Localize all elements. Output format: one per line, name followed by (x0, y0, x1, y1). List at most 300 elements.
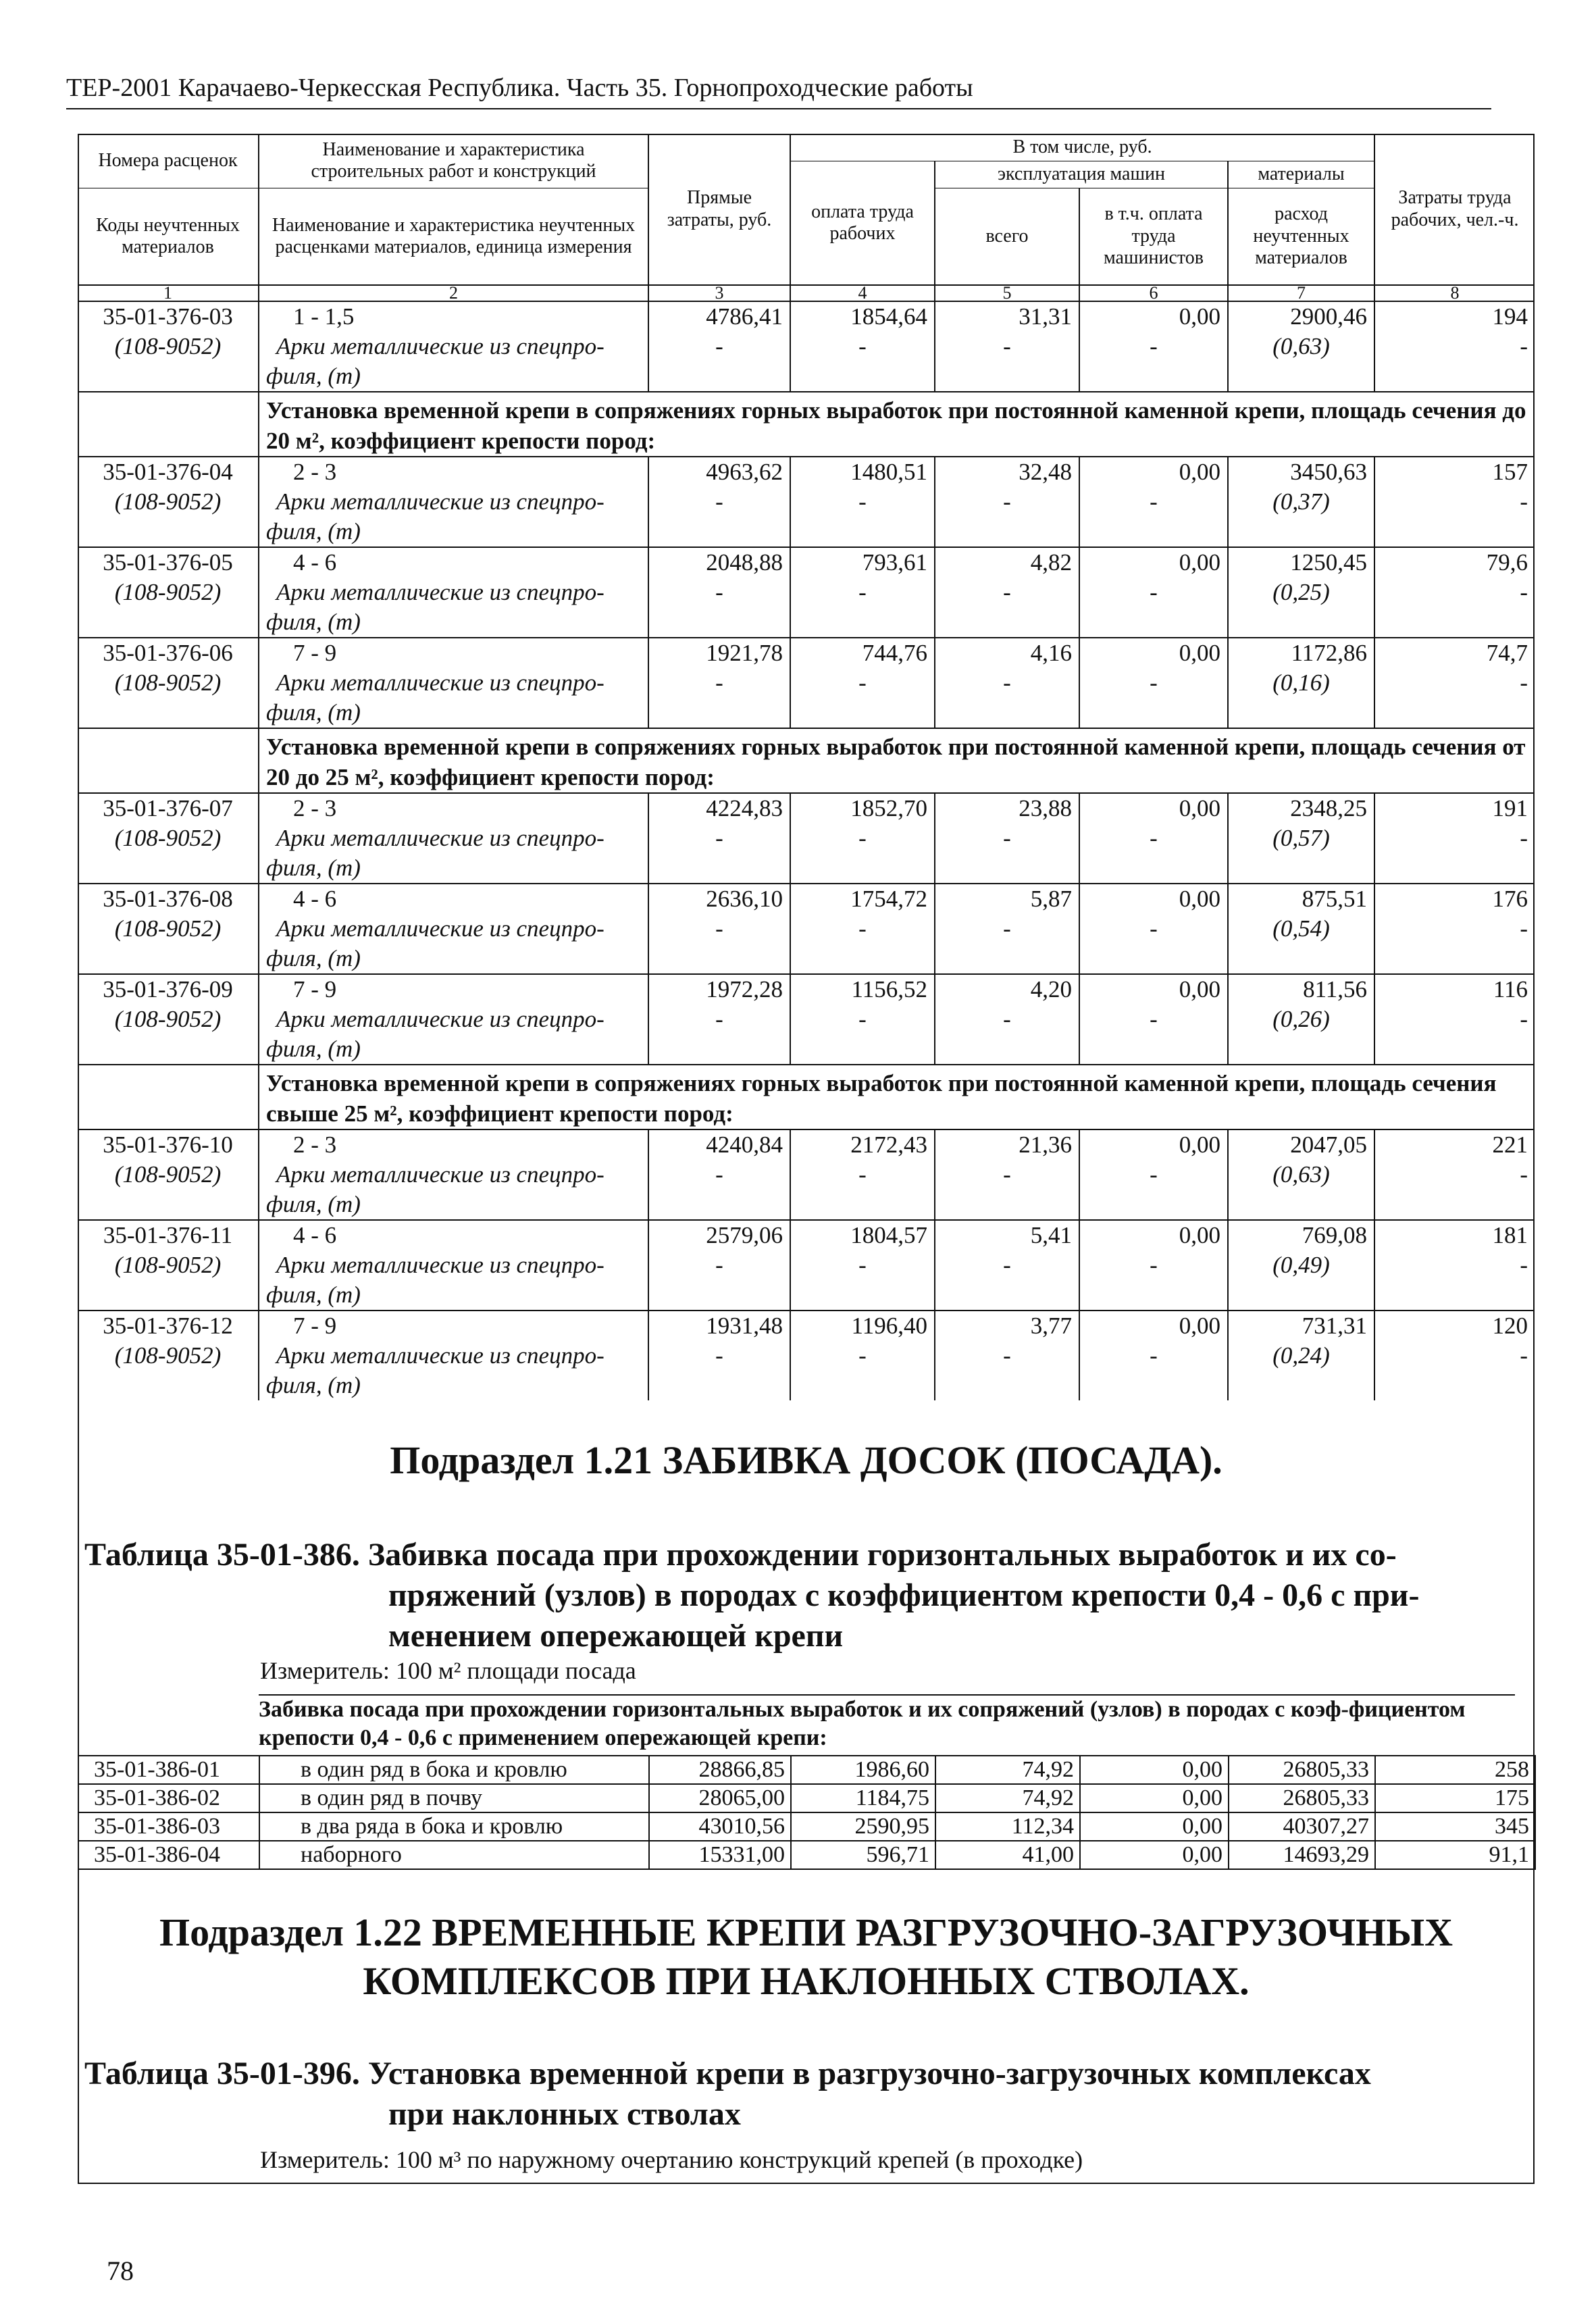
machines-total: 74,92 (935, 1756, 1080, 1784)
blank-cell (1374, 853, 1535, 884)
machinist-wages: 0,00 (1080, 1841, 1229, 1869)
rate-code: 35-01-386-03 (78, 1812, 259, 1841)
rate-code: 35-01-386-02 (78, 1784, 259, 1812)
rate-code: 35-01-376-10 (78, 1129, 259, 1160)
dash: - (648, 1341, 790, 1371)
blank-cell (78, 944, 259, 974)
col-num: 6 (1079, 285, 1228, 301)
dash: - (648, 914, 790, 944)
table-386-title-line: менением опережающей крепи (388, 1618, 844, 1654)
col-head-material-name: Наименование и характеристика неучтенных расценками материалов, единица измерения (259, 188, 648, 285)
subsection-122-line: Подраздел 1.22 ВРЕМЕННЫЕ КРЕПИ РАЗГРУЗОЧНО-ЗАГРУЗОЧНЫХ (159, 1910, 1453, 1954)
machines-total: 112,34 (935, 1812, 1080, 1841)
dash: - (1374, 1005, 1535, 1034)
dash: - (1374, 487, 1535, 517)
dash: - (790, 823, 935, 853)
blank-cell (1079, 1034, 1228, 1065)
wages: 793,61 (790, 547, 935, 578)
blank-cell (1079, 517, 1228, 547)
machinist-wages: 0,00 (1079, 638, 1228, 668)
wages: 1156,52 (790, 974, 935, 1005)
direct-costs: 4963,62 (648, 457, 790, 487)
col-head-work-name: Наименование и характеристика строительных работ и конструкций (259, 134, 648, 188)
dash: - (648, 1250, 790, 1280)
material-code: (108-9052) (114, 1161, 222, 1188)
blank-cell (78, 1280, 259, 1311)
blank-cell (1374, 361, 1535, 392)
blank-cell (1079, 1371, 1228, 1400)
rock-hardness: 2 - 3 (259, 1129, 648, 1160)
blank-cell (790, 944, 935, 974)
material-unit: филя, (т) (259, 517, 648, 547)
rock-hardness: 7 - 9 (259, 1311, 648, 1341)
rock-hardness: 7 - 9 (259, 638, 648, 668)
blank-cell (790, 853, 935, 884)
blank-cell (1228, 361, 1374, 392)
table-row-material-unit (78, 1371, 1535, 1400)
machines-total: 4,16 (935, 638, 1079, 668)
dash: - (935, 1160, 1079, 1190)
material-code: (108-9052) (114, 333, 222, 359)
blank-cell (790, 1371, 935, 1400)
dash: - (648, 1005, 790, 1034)
page-number: 78 (107, 2256, 134, 2286)
table-386-title (84, 1535, 1516, 1656)
dash: - (790, 1341, 935, 1371)
dash: - (790, 1005, 935, 1034)
dash: - (935, 1341, 1079, 1371)
blank-cell (78, 517, 259, 547)
blank-cell (1079, 1280, 1228, 1311)
table-386-measure-label: Измеритель: 100 м² площади посада (260, 1657, 636, 1684)
direct-costs: 43010,56 (649, 1812, 791, 1841)
material-code: (108-9052) (114, 669, 222, 696)
table-row-material (78, 914, 1535, 944)
materials: 2047,05 (1228, 1129, 1374, 1160)
material-name: Арки металлические из спецпро- (259, 823, 648, 853)
material-unit: филя, (т) (259, 1371, 648, 1400)
col-head-machinist-wages: в т.ч. оплата труда машинистов (1079, 188, 1228, 285)
table-row-material (78, 1250, 1535, 1280)
rate-code: 35-01-376-08 (78, 884, 259, 914)
material-name: Арки металлические из спецпро- (259, 1250, 648, 1280)
rate-code: 35-01-376-09 (78, 974, 259, 1005)
blank-cell (790, 607, 935, 638)
machinist-wages: 0,00 (1080, 1756, 1229, 1784)
blank-cell (78, 853, 259, 884)
rates-table-376 (78, 134, 1535, 1400)
materials: 769,08 (1228, 1220, 1374, 1250)
materials: 875,51 (1228, 884, 1374, 914)
section-heading: Установка временной крепи в сопряжениях горных выработок при постоянной каменной крепи, площадь сечения от 20 до 25 м², коэффициент крепости пород: (259, 728, 1535, 793)
rock-hardness: 4 - 6 (259, 884, 648, 914)
machines-total: 21,36 (935, 1129, 1079, 1160)
material-name: Арки металлические из спецпро- (259, 332, 648, 361)
blank-cell (648, 853, 790, 884)
table-row-material-unit (78, 853, 1535, 884)
col-num: 1 (78, 285, 259, 301)
col-head-material-codes: Коды неучтенных материалов (96, 214, 240, 257)
rock-hardness: 4 - 6 (259, 1220, 648, 1250)
labor-hours: 191 (1374, 793, 1535, 823)
table-row-material (78, 1005, 1535, 1034)
wages: 1854,64 (790, 301, 935, 332)
machinist-wages: 0,00 (1079, 884, 1228, 914)
material-unit: филя, (т) (259, 361, 648, 392)
blank-cell (1079, 698, 1228, 728)
section-spacer (78, 728, 259, 793)
material-usage: (0,16) (1228, 668, 1374, 698)
blank-cell (1374, 944, 1535, 974)
blank-cell (1228, 944, 1374, 974)
dash: - (648, 668, 790, 698)
dash: - (1079, 1005, 1228, 1034)
direct-costs: 1921,78 (648, 638, 790, 668)
materials: 731,31 (1228, 1311, 1374, 1341)
direct-costs: 2636,10 (648, 884, 790, 914)
rate-code: 35-01-376-06 (78, 638, 259, 668)
dash: - (1374, 578, 1535, 607)
wages: 1184,75 (791, 1784, 935, 1812)
machines-total: 74,92 (935, 1784, 1080, 1812)
direct-costs: 4224,83 (648, 793, 790, 823)
direct-costs: 2048,88 (648, 547, 790, 578)
direct-costs: 4786,41 (648, 301, 790, 332)
blank-cell (648, 1190, 790, 1220)
blank-cell (935, 361, 1079, 392)
material-usage: (0,63) (1228, 332, 1374, 361)
blank-cell (1079, 944, 1228, 974)
machines-total: 4,82 (935, 547, 1079, 578)
rock-hardness: 2 - 3 (259, 457, 648, 487)
material-code: (108-9052) (114, 825, 222, 851)
blank-cell (790, 361, 935, 392)
material-unit: филя, (т) (259, 944, 648, 974)
table-row (78, 974, 1535, 1005)
machinist-wages: 0,00 (1079, 1220, 1228, 1250)
machinist-wages: 0,00 (1080, 1812, 1229, 1841)
direct-costs: 15331,00 (649, 1841, 791, 1869)
material-unit: филя, (т) (259, 853, 648, 884)
material-name: Арки металлические из спецпро- (259, 487, 648, 517)
blank-cell (648, 698, 790, 728)
wages: 596,71 (791, 1841, 935, 1869)
material-usage: (0,54) (1228, 914, 1374, 944)
dash: - (1079, 668, 1228, 698)
table-386-title-line: Таблица 35-01-386. Забивка посада при прохождении горизонтальных выработок и их со- (84, 1537, 1397, 1573)
materials: 26805,33 (1229, 1784, 1375, 1812)
work-name: в два ряда в бока и кровлю (259, 1812, 649, 1841)
table-row-material-unit (78, 517, 1535, 547)
machines-total: 41,00 (935, 1841, 1080, 1869)
material-name: Арки металлические из спецпро- (259, 668, 648, 698)
material-code: (108-9052) (114, 488, 222, 515)
dash: - (648, 487, 790, 517)
material-code: (108-9052) (114, 1252, 222, 1278)
material-unit: филя, (т) (259, 607, 648, 638)
table-row-material (78, 668, 1535, 698)
blank-cell (1228, 698, 1374, 728)
material-name: Арки металлические из спецпро- (259, 1341, 648, 1371)
blank-cell (935, 698, 1079, 728)
section-spacer (78, 392, 259, 457)
wages: 1804,57 (790, 1220, 935, 1250)
section-spacer (78, 1065, 259, 1129)
material-unit: филя, (т) (259, 1190, 648, 1220)
material-unit: филя, (т) (259, 1034, 648, 1065)
blank-cell (1374, 698, 1535, 728)
work-name: наборного (259, 1841, 649, 1869)
rate-code: 35-01-376-12 (78, 1311, 259, 1341)
material-unit: филя, (т) (259, 1280, 648, 1311)
dash: - (1374, 1250, 1535, 1280)
blank-cell (935, 517, 1079, 547)
wages: 1196,40 (790, 1311, 935, 1341)
machinist-wages: 0,00 (1079, 457, 1228, 487)
dash: - (790, 578, 935, 607)
material-name: Арки металлические из спецпро- (259, 1160, 648, 1190)
direct-costs: 4240,84 (648, 1129, 790, 1160)
table-row (78, 301, 1535, 332)
col-head-wages: оплата труда рабочих (790, 161, 935, 285)
wages: 744,76 (790, 638, 935, 668)
blank-cell (935, 1280, 1079, 1311)
rock-hardness: 7 - 9 (259, 974, 648, 1005)
blank-cell (648, 1034, 790, 1065)
table-row (78, 884, 1535, 914)
table-row (78, 1841, 1535, 1869)
table-row (78, 1311, 1535, 1341)
blank-cell (648, 607, 790, 638)
dash: - (1079, 1160, 1228, 1190)
material-usage: (0,57) (1228, 823, 1374, 853)
dash: - (790, 332, 935, 361)
machinist-wages: 0,00 (1079, 1311, 1228, 1341)
blank-cell (1374, 1034, 1535, 1065)
material-code: (108-9052) (114, 915, 222, 942)
machinist-wages: 0,00 (1080, 1784, 1229, 1812)
col-head-labor: Затраты труда рабочих, чел.-ч. (1374, 134, 1535, 285)
blank-cell (1228, 1280, 1374, 1311)
blank-cell (1079, 853, 1228, 884)
blank-cell (935, 944, 1079, 974)
page-header: ТЕР-2001 Карачаево-Черкесская Республика. Часть 35. Горнопроходческие работы (66, 73, 1491, 109)
labor-hours: 176 (1374, 884, 1535, 914)
blank-cell (935, 1371, 1079, 1400)
machinist-wages: 0,00 (1079, 974, 1228, 1005)
materials: 811,56 (1228, 974, 1374, 1005)
direct-costs: 1931,48 (648, 1311, 790, 1341)
rock-hardness: 1 - 1,5 (259, 301, 648, 332)
subsection-122-line: КОМПЛЕКСОВ ПРИ НАКЛОННЫХ СТВОЛАХ. (363, 1959, 1250, 2003)
machines-total: 32,48 (935, 457, 1079, 487)
blank-cell (1228, 607, 1374, 638)
table-386-title-line: пряжений (узлов) в породах с коэффициентом крепости 0,4 - 0,6 с при- (388, 1577, 1420, 1613)
blank-cell (648, 1371, 790, 1400)
blank-cell (78, 1034, 259, 1065)
col-num: 3 (648, 285, 790, 301)
labor-hours: 74,7 (1374, 638, 1535, 668)
dash: - (1079, 1250, 1228, 1280)
table-row-material (78, 1160, 1535, 1190)
material-usage: (0,37) (1228, 487, 1374, 517)
material-unit: филя, (т) (259, 698, 648, 728)
wages: 2172,43 (790, 1129, 935, 1160)
machinist-wages: 0,00 (1079, 793, 1228, 823)
table-row-material-unit (78, 607, 1535, 638)
machines-total: 31,31 (935, 301, 1079, 332)
machines-total: 5,87 (935, 884, 1079, 914)
dash: - (1374, 823, 1535, 853)
labor-hours: 221 (1374, 1129, 1535, 1160)
machines-total: 5,41 (935, 1220, 1079, 1250)
blank-cell (1374, 1190, 1535, 1220)
labor-hours: 79,6 (1374, 547, 1535, 578)
blank-cell (790, 1280, 935, 1311)
dash: - (935, 823, 1079, 853)
blank-cell (790, 698, 935, 728)
section-heading: Установка временной крепи в сопряжениях горных выработок при постоянной каменной крепи, площадь сечения свыше 25 м², коэффициент крепости пород: (259, 1065, 1535, 1129)
labor-hours: 345 (1375, 1812, 1535, 1841)
materials: 40307,27 (1229, 1812, 1375, 1841)
column-numbers-row (78, 285, 1535, 301)
blank-cell (1228, 1190, 1374, 1220)
col-num: 2 (259, 285, 648, 301)
blank-cell (78, 1371, 259, 1400)
materials: 3450,63 (1228, 457, 1374, 487)
dash: - (1079, 332, 1228, 361)
rate-code: 35-01-386-01 (78, 1756, 259, 1784)
blank-cell (1228, 517, 1374, 547)
direct-costs: 28866,85 (649, 1756, 791, 1784)
materials: 2900,46 (1228, 301, 1374, 332)
dash: - (1374, 668, 1535, 698)
rock-hardness: 4 - 6 (259, 547, 648, 578)
materials: 2348,25 (1228, 793, 1374, 823)
table-row (78, 793, 1535, 823)
section-heading: Установка временной крепи в сопряжениях горных выработок при постоянной каменной крепи, площадь сечения до 20 м², коэффициент крепости пород: (259, 392, 1535, 457)
material-usage: (0,49) (1228, 1250, 1374, 1280)
table-row (78, 547, 1535, 578)
blank-cell (935, 607, 1079, 638)
blank-cell (935, 1190, 1079, 1220)
table-row (78, 1756, 1535, 1784)
blank-cell (1374, 1280, 1535, 1311)
materials: 1172,86 (1228, 638, 1374, 668)
blank-cell (78, 607, 259, 638)
col-num: 4 (790, 285, 935, 301)
table-row-material-unit (78, 1034, 1535, 1065)
col-head-rate-numbers: Номера расценок (78, 134, 259, 188)
labor-hours: 120 (1374, 1311, 1535, 1341)
dash: - (648, 823, 790, 853)
materials: 14693,29 (1229, 1841, 1375, 1869)
blank-cell (78, 361, 259, 392)
wages: 1852,70 (790, 793, 935, 823)
blank-cell (648, 1280, 790, 1311)
col-head-materials: материалы (1228, 161, 1374, 188)
dash: - (1374, 1341, 1535, 1371)
table-row (78, 1812, 1535, 1841)
blank-cell (1079, 607, 1228, 638)
dash: - (790, 1250, 935, 1280)
col-num: 5 (935, 285, 1079, 301)
materials: 1250,45 (1228, 547, 1374, 578)
dash: - (648, 332, 790, 361)
blank-cell (648, 517, 790, 547)
material-code: (108-9052) (114, 1006, 222, 1032)
col-head-machines: эксплуатация машин (935, 161, 1228, 188)
table-row-material (78, 578, 1535, 607)
machinist-wages: 0,00 (1079, 547, 1228, 578)
col-num: 8 (1374, 285, 1535, 301)
materials: 26805,33 (1229, 1756, 1375, 1784)
blank-cell (648, 944, 790, 974)
material-usage: (0,24) (1228, 1341, 1374, 1371)
material-usage: (0,26) (1228, 1005, 1374, 1034)
dash: - (1079, 1341, 1228, 1371)
dash: - (935, 668, 1079, 698)
blank-cell (648, 361, 790, 392)
blank-cell (78, 1190, 259, 1220)
material-name: Арки металлические из спецпро- (259, 914, 648, 944)
material-name: Арки металлические из спецпро- (259, 1005, 648, 1034)
rate-code: 35-01-376-07 (78, 793, 259, 823)
table-row-material (78, 332, 1535, 361)
subsection-122-title (78, 1908, 1535, 2006)
dash: - (935, 578, 1079, 607)
direct-costs: 28065,00 (649, 1784, 791, 1812)
dash: - (935, 914, 1079, 944)
dash: - (1374, 1160, 1535, 1190)
machines-total: 3,77 (935, 1311, 1079, 1341)
dash: - (1079, 487, 1228, 517)
blank-cell (790, 1190, 935, 1220)
dash: - (790, 487, 935, 517)
blank-cell (1228, 1371, 1374, 1400)
rock-hardness: 2 - 3 (259, 793, 648, 823)
rate-code: 35-01-376-03 (78, 301, 259, 332)
table-row (78, 457, 1535, 487)
blank-cell (790, 1034, 935, 1065)
table-row-material-unit (78, 944, 1535, 974)
wages: 1754,72 (790, 884, 935, 914)
table-row-material-unit (78, 698, 1535, 728)
blank-cell (1374, 517, 1535, 547)
dash: - (935, 1250, 1079, 1280)
dash: - (1079, 914, 1228, 944)
table-396-title-line: Таблица 35-01-396. Установка временной крепи в разгрузочно-загрузочных комплексах (84, 2056, 1371, 2091)
dash: - (1374, 914, 1535, 944)
dash: - (1374, 332, 1535, 361)
table-row (78, 1129, 1535, 1160)
rate-code: 35-01-376-05 (78, 547, 259, 578)
table-396-measure: Измеритель: 100 м³ по наружному очертанию конструкций крепей (в проходке) (260, 2146, 1083, 2173)
labor-hours: 175 (1375, 1784, 1535, 1812)
labor-hours: 116 (1374, 974, 1535, 1005)
blank-cell (1079, 1190, 1228, 1220)
wages: 2590,95 (791, 1812, 935, 1841)
labor-hours: 91,1 (1375, 1841, 1535, 1869)
table-row-material (78, 1341, 1535, 1371)
blank-cell (935, 853, 1079, 884)
direct-costs: 2579,06 (648, 1220, 790, 1250)
col-head-material-usage: расход неучтенных материалов (1228, 188, 1374, 285)
col-head-direct-costs: Прямые затраты, руб. (648, 134, 790, 285)
section-heading-row (78, 1065, 1535, 1129)
dash: - (790, 914, 935, 944)
table-row-material-unit (78, 1280, 1535, 1311)
